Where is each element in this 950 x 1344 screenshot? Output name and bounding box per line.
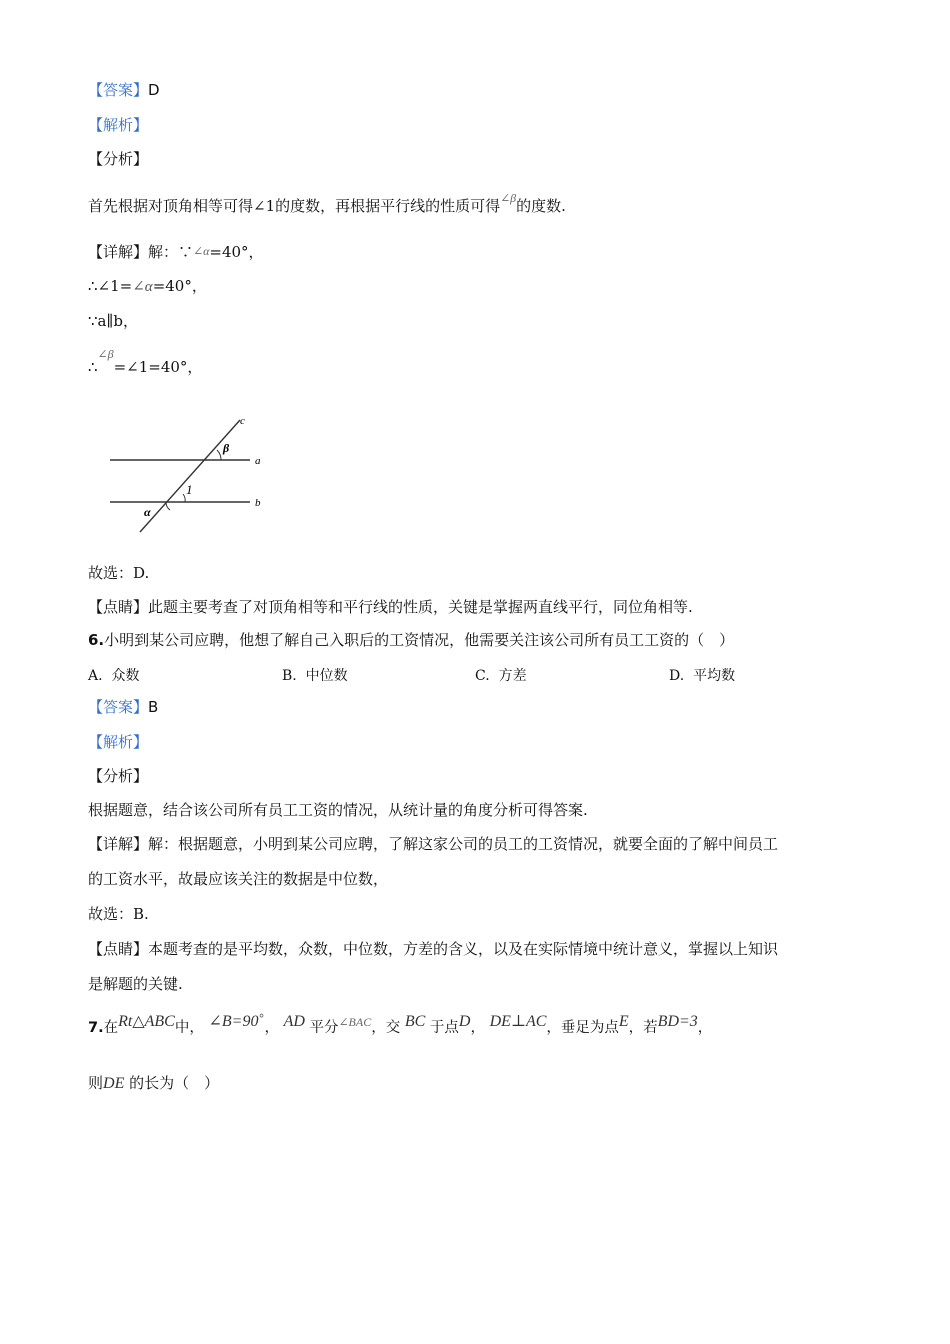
text: 在 (103, 1020, 119, 1036)
step-4-b: =∠1=40°， (113, 358, 203, 376)
answer-value: D (148, 81, 160, 99)
beta-symbol: ∠β (97, 347, 114, 361)
answer-tag: 【答案】 (88, 698, 149, 716)
label-1: 1 (186, 482, 193, 497)
text: 的长为（ ） (129, 1074, 220, 1092)
label-b: b (255, 497, 261, 509)
text: ，垂足为点 (546, 1020, 619, 1036)
option-text: 平均数 (693, 668, 736, 684)
text: 中， (174, 1020, 204, 1036)
comment-tag: 【点睛】 (88, 598, 149, 616)
analysis-tag: 【解析】 (88, 733, 149, 751)
math-de-perp-ac: DE⊥AC (489, 1013, 547, 1030)
comment-tag: 【点睛】 (88, 940, 149, 958)
label-a: a (255, 455, 261, 467)
math-d: D (458, 1013, 471, 1030)
parallel-lines-figure (100, 412, 280, 534)
beta-symbol: ∠β (500, 191, 517, 205)
detail-line (88, 242, 264, 263)
answer-value: B (148, 698, 159, 716)
text: ，若 (628, 1020, 658, 1036)
step-4-a: ∴ (88, 358, 98, 376)
detail-text: 解：根据题意，小明到某公司应聘，了解这家公司的员工的工资情况，就要全面的了解中间员工 (148, 835, 779, 853)
fenxi-text-b: 的度数. (516, 197, 566, 215)
angle-1-arc (183, 494, 185, 502)
math-triangle: Rt△ABC (118, 1013, 175, 1030)
comment-text: 本题考查的是平均数，众数，中位数，方差的含义，以及在实际情境中统计意义，掌握以上知识 (148, 940, 779, 958)
degree-symbol: ° (258, 1012, 265, 1026)
comment-line-2: 是解题的关键. (88, 975, 183, 993)
math-e: E (618, 1013, 629, 1030)
option-b[interactable] (282, 665, 348, 685)
detail-text-a: 解：∵ (148, 243, 194, 261)
answer-line (88, 697, 158, 717)
label-alpha: α (144, 505, 151, 519)
option-letter: C. (475, 668, 490, 684)
text: ， (264, 1020, 279, 1036)
option-letter: A. (88, 668, 103, 684)
step-3: ∵a∥b， (88, 312, 139, 330)
detail-line (88, 834, 778, 854)
alpha-symbol: ∠α (132, 279, 153, 295)
line-c (140, 420, 240, 532)
option-text: 方差 (498, 668, 527, 684)
option-letter: B. (282, 668, 297, 684)
math-angle-bac: ∠BAC (338, 1015, 372, 1029)
beta-arc (217, 450, 221, 460)
text: ， (697, 1020, 713, 1036)
question-7-line-2 (88, 1073, 219, 1094)
text: 平分 (309, 1020, 339, 1036)
detail-tag: 【详解】 (88, 243, 149, 261)
step-2 (88, 276, 207, 297)
math-bd-3: BD=3 (657, 1013, 698, 1030)
analysis-tag: 【解析】 (88, 116, 149, 134)
math-angle-b: ∠B=90 (208, 1013, 259, 1030)
comment-line (88, 597, 693, 617)
fenxi-tag: 【分析】 (88, 150, 149, 168)
option-text: 中位数 (305, 668, 348, 684)
choose-line: 故选：D. (88, 564, 150, 582)
fenxi-text (88, 191, 566, 217)
detail-tag: 【详解】 (88, 835, 149, 853)
label-c: c (240, 415, 245, 427)
label-beta: β (223, 441, 230, 455)
step-2-a: ∴∠1= (88, 277, 133, 295)
detail-text-b: =40°， (209, 243, 264, 261)
question-text: 小明到某公司应聘，他想了解自己入职后的工资情况，他需要关注该公司所有员工工资的（ ） (104, 631, 735, 649)
step-4 (88, 347, 203, 378)
text: ，交 (371, 1020, 401, 1036)
fenxi-tag: 【分析】 (88, 767, 149, 785)
question-7-stem (88, 1012, 713, 1038)
comment-line (88, 939, 778, 959)
text: 则 (88, 1074, 104, 1092)
question-number: 6. (88, 631, 105, 649)
answer-tag: 【答案】 (88, 81, 149, 99)
alpha-symbol: ∠α (193, 244, 210, 258)
option-c[interactable] (475, 665, 527, 685)
fenxi-text: 根据题意，结合该公司所有员工工资的情况，从统计量的角度分析可得答案. (88, 801, 588, 819)
option-text: 众数 (111, 668, 140, 684)
math-de: DE (103, 1075, 125, 1092)
answer-line (88, 80, 160, 100)
step-2-b: =40°， (152, 277, 207, 295)
comment-text: 此题主要考查了对顶角相等和平行线的性质，关键是掌握两直线平行，同位角相等. (148, 598, 693, 616)
fenxi-text-a: 首先根据对顶角相等可得∠1的度数，再根据平行线的性质可得 (88, 197, 501, 215)
math-bc: BC (404, 1013, 426, 1030)
question-6-stem (88, 630, 734, 650)
option-d[interactable] (669, 665, 735, 685)
detail-line-2: 的工资水平，故最应该关注的数据是中位数， (88, 870, 389, 888)
option-letter: D. (669, 668, 685, 684)
text: ， (470, 1020, 485, 1036)
math-ad: AD (283, 1013, 305, 1030)
option-a[interactable] (88, 665, 139, 685)
choose-line: 故选：B. (88, 905, 149, 923)
text: 于点 (429, 1020, 459, 1036)
question-number: 7. (88, 1020, 104, 1036)
